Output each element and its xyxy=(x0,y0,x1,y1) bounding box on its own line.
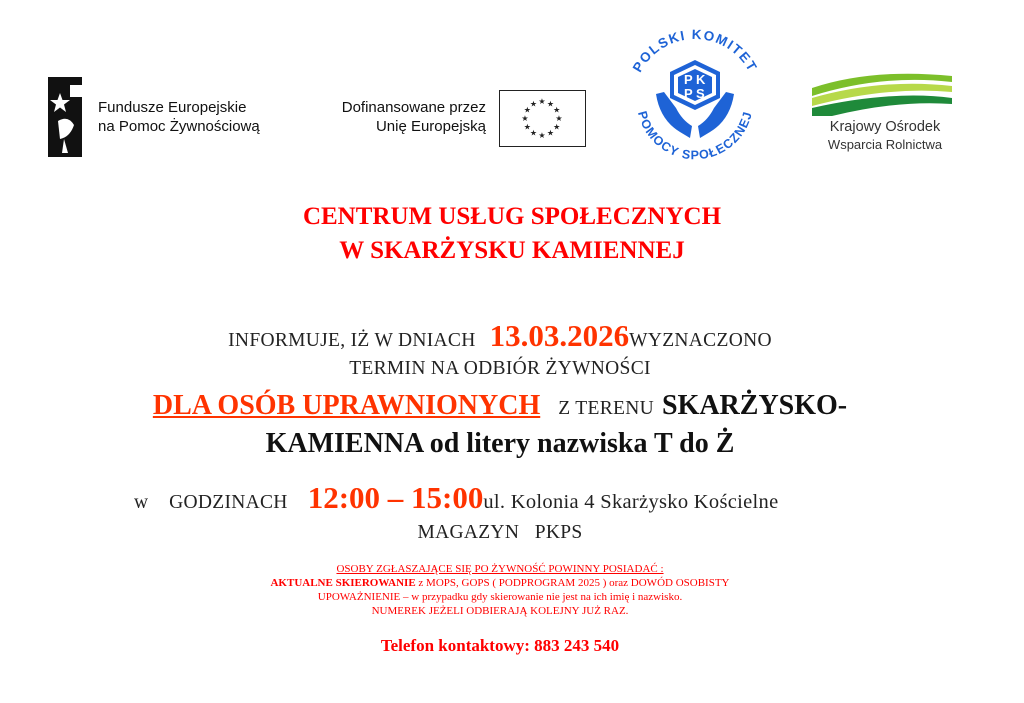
eu-star-icon: ★ xyxy=(523,105,531,115)
announcement-line1 xyxy=(0,316,1000,362)
eu-stars-icon xyxy=(500,91,584,145)
announcement-line2 xyxy=(0,358,1000,380)
kamienna-text: KAMIENNA od litery nazwiska T do Ż xyxy=(265,428,735,459)
eu-star-icon: ★ xyxy=(538,131,546,140)
headline-line1: CENTRUM USŁUG SPOŁECZNYCH xyxy=(302,203,722,230)
upowaznienie-rest-text: – w przypadku gdy skierowanie nie jest na ich imię i nazwisko. xyxy=(400,591,683,603)
dowod-osobisty-text: DOWÓD OSOBISTY xyxy=(630,577,730,589)
pkps-letter-p2: P xyxy=(684,86,693,101)
eu-flag xyxy=(499,90,586,147)
requirements-line3 xyxy=(0,590,1000,604)
pkps-letter-k: K xyxy=(696,72,706,87)
fe-logo xyxy=(44,77,86,157)
announcement-line5 xyxy=(134,478,778,524)
requirements-line2 xyxy=(0,576,1000,590)
eu-star-icon: ★ xyxy=(538,97,546,106)
eu-star-icon: ★ xyxy=(521,114,529,123)
fe-logo-text: Fundusze Europejskie na Pomoc Żywnościową xyxy=(98,99,260,135)
magazyn-text: MAGAZYN PKPS xyxy=(417,522,583,543)
eu-star-icon: ★ xyxy=(555,114,563,123)
upowaznienie-text: UPOWAŻNIENIE xyxy=(317,591,401,603)
eu-star-icon: ★ xyxy=(553,122,561,132)
wyznaczono-text: WYZNACZONO xyxy=(629,330,772,351)
kowr-fields-icon xyxy=(812,70,952,116)
hours-text: 12:00 – 15:00 xyxy=(307,480,484,515)
fe-emblem-icon xyxy=(44,77,86,157)
announcement-line6 xyxy=(0,522,1000,544)
pkps-logo xyxy=(612,22,778,170)
announcement-line4 xyxy=(0,426,1000,466)
eu-star-icon: ★ xyxy=(546,99,555,109)
termin-text: TERMIN NA ODBIÓR ŻYWNOŚCI xyxy=(349,358,651,379)
eu-star-icon: ★ xyxy=(546,128,555,138)
announcement-line3 xyxy=(0,388,1000,428)
svg-text:POMOCY SPOŁECZNEJ xyxy=(635,110,755,163)
mops-gops-text: z MOPS, GOPS ( PODPROGRAM 2025 ) oraz xyxy=(415,577,631,589)
requirements-line1: OSOBY ZGŁASZAJĄCE SIĘ PO ŻYWNOŚĆ POWINNY POSIADAĆ : xyxy=(336,563,664,575)
address-text: ul. Kolonia 4 Skarżysko Kościelne xyxy=(483,491,779,513)
pkps-letter-s: S xyxy=(696,86,705,101)
eu-star-icon: ★ xyxy=(553,105,561,115)
w-godzinach-text: w GODZINACH xyxy=(134,492,288,513)
informuje-text: INFORMUJE, IŻ W DNIACH xyxy=(228,330,476,351)
eu-star-icon: ★ xyxy=(523,122,531,132)
skarzysko-text: SKARŻYSKO- xyxy=(661,390,848,421)
eu-star-icon: ★ xyxy=(529,128,538,138)
eu-logo-text: Dofinansowane przez Unię Europejską xyxy=(341,99,486,135)
pkps-emblem-icon xyxy=(612,22,778,170)
headline-line2: W SKARŻYSKU KAMIENNEJ xyxy=(339,237,685,264)
requirements-line4: NUMEREK JEŻELI ODBIERAJĄ KOLEJNY JUŻ RAZ. xyxy=(371,605,629,617)
contact-phone: Telefon kontaktowy: 883 243 540 xyxy=(380,636,620,655)
dla-osob-text: DLA OSÓB UPRAWNIONYCH xyxy=(152,390,541,421)
pkps-ring-bottom: POMOCY SPOŁECZNEJ xyxy=(635,109,755,163)
z-terenu-text: Z TERENU xyxy=(558,398,654,419)
pkps-letter-p1: P xyxy=(684,72,693,87)
kowr-logo-text: Krajowy Ośrodek Wsparcia Rolnictwa xyxy=(827,119,943,152)
pkps-ring-top: POLSKI KOMITET xyxy=(629,26,761,75)
kowr-logo xyxy=(812,70,952,116)
eu-star-icon: ★ xyxy=(529,99,538,109)
aktualne-skierowanie-text: AKTUALNE SKIEROWANIE xyxy=(270,577,416,589)
date-text: 13.03.2026 xyxy=(489,318,630,353)
